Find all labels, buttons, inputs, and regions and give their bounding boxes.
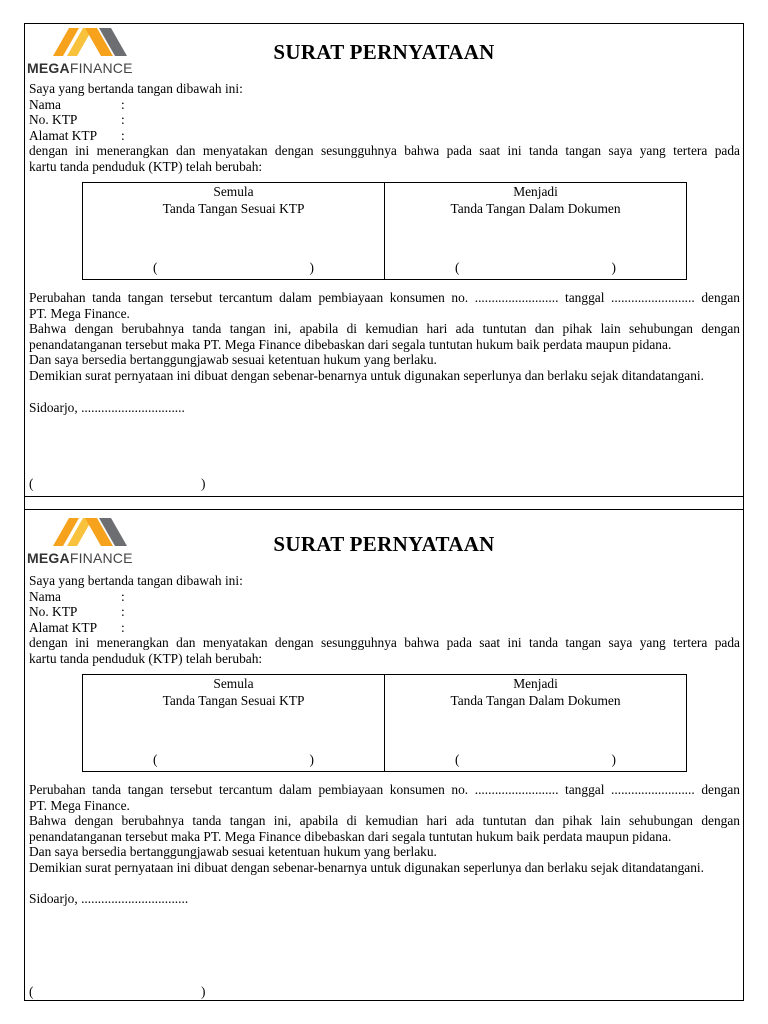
signature-name-bracket <box>83 260 384 276</box>
signature-table <box>82 674 687 772</box>
field-name <box>29 589 740 605</box>
signature-table <box>82 182 687 280</box>
paragraph-1-line-2: PT. Mega Finance. <box>29 305 130 321</box>
paren-close: ) <box>309 260 314 276</box>
cell-header: Semula <box>213 184 254 199</box>
field-ktp <box>29 112 740 128</box>
document-title: SURAT PERNYATAAN <box>273 532 495 556</box>
field-label: No. KTP <box>29 604 78 620</box>
field-address <box>29 620 740 636</box>
paren-close: ) <box>201 984 206 999</box>
field-label: Alamat KTP <box>29 127 98 143</box>
field-ktp <box>29 604 740 620</box>
intro-text: Saya yang bertanda tangan dibawah ini: <box>29 573 243 588</box>
field-label: No. KTP <box>29 112 78 128</box>
field-colon: : <box>121 619 125 635</box>
form-separator <box>24 497 744 509</box>
statement-body <box>29 81 740 175</box>
statement-line-1: dengan ini menerangkan dan menyatakan dengan sesungguhnya bahwa pada saat ini tanda tangan saya yang tertera pada <box>29 635 740 651</box>
signature-cell-original <box>83 675 385 772</box>
paragraph-1-line-2: PT. Mega Finance. <box>29 797 130 813</box>
logo-text-mega: MEGA <box>27 550 70 566</box>
paragraph-2-line-1: Bahwa dengan berubahnya tanda tangan ini, apabila di kemudian hari ada tuntutan dan pihak lain sehubungan dengan <box>29 321 740 337</box>
statement-form-top <box>24 23 744 497</box>
paren-open: ( <box>153 752 158 768</box>
paren-open: ( <box>153 260 158 276</box>
logo-text-finance: FINANCE <box>69 550 133 566</box>
field-colon: : <box>121 112 125 128</box>
cell-header: Semula <box>213 676 254 691</box>
paren-close: ) <box>309 752 314 768</box>
statement-line-1: dengan ini menerangkan dan menyatakan dengan sesungguhnya bahwa pada saat ini tanda tangan saya yang tertera pada <box>29 143 740 159</box>
signer-name-bracket <box>29 476 209 492</box>
cell-subheader: Tanda Tangan Sesuai KTP <box>162 692 305 708</box>
field-colon: : <box>121 96 125 112</box>
signer-name-bracket <box>29 984 209 1000</box>
paragraph-3: Dan saya bersedia bertanggungjawab sesuai ketentuan hukum yang berlaku. <box>29 352 437 368</box>
signature-name-bracket <box>385 260 686 276</box>
statement-paragraphs <box>29 290 740 384</box>
field-label: Alamat KTP <box>29 619 98 635</box>
field-label: Nama <box>29 96 61 112</box>
logo-text-mega: MEGA <box>27 60 70 76</box>
cell-header: Menjadi <box>513 184 558 199</box>
paragraph-4: Demikian surat pernyataan ini dibuat dengan sebenar-benarnya untuk digunakan seperlunya dan berlaku sejak ditandatangani. <box>29 859 704 875</box>
place-date: Sidoarjo, ................................ <box>29 891 189 906</box>
signature-name-bracket <box>83 752 384 768</box>
statement-line-2: kartu tanda penduduk (KTP) telah berubah: <box>29 158 263 174</box>
signature-cell-new <box>385 183 687 280</box>
paragraph-3: Dan saya bersedia bertanggungjawab sesuai ketentuan hukum yang berlaku. <box>29 844 437 860</box>
field-address <box>29 128 740 144</box>
signature-name-bracket <box>385 752 686 768</box>
paren-close: ) <box>201 476 206 491</box>
cell-header: Menjadi <box>513 676 558 691</box>
statement-form-bottom <box>24 509 744 1001</box>
intro-text: Saya yang bertanda tangan dibawah ini: <box>29 81 243 96</box>
statement-body <box>29 573 740 667</box>
signature-cell-new <box>385 675 687 772</box>
paren-open: ( <box>455 752 460 768</box>
cell-subheader: Tanda Tangan Sesuai KTP <box>162 200 305 216</box>
paren-open: ( <box>29 984 34 999</box>
field-colon: : <box>121 604 125 620</box>
paragraph-2-line-2: penandatanganan tersebut maka PT. Mega Finance dibebaskan dari segala tuntutan hukum baik perdata maupun pidana. <box>29 828 672 844</box>
paragraph-1-line-1: Perubahan tanda tangan tersebut tercantum dalam pembiayaan konsumen no. ......................... tanggal ......................... dengan <box>29 782 740 797</box>
paragraph-2-line-2: penandatanganan tersebut maka PT. Mega Finance dibebaskan dari segala tuntutan hukum baik perdata maupun pidana. <box>29 336 672 352</box>
statement-paragraphs <box>29 782 740 876</box>
paren-close: ) <box>611 752 616 768</box>
field-name <box>29 97 740 113</box>
paragraph-1-line-1: Perubahan tanda tangan tersebut tercantum dalam pembiayaan konsumen no. ......................... tanggal ......................... dengan <box>29 290 740 305</box>
paragraph-4: Demikian surat pernyataan ini dibuat dengan sebenar-benarnya untuk digunakan seperlunya dan berlaku sejak ditandatangani. <box>29 367 704 383</box>
field-colon: : <box>121 588 125 604</box>
document-title: SURAT PERNYATAAN <box>273 40 495 64</box>
signature-cell-original <box>83 183 385 280</box>
paragraph-2-line-1: Bahwa dengan berubahnya tanda tangan ini, apabila di kemudian hari ada tuntutan dan pihak lain sehubungan dengan <box>29 813 740 829</box>
statement-line-2: kartu tanda penduduk (KTP) telah berubah: <box>29 650 263 666</box>
cell-subheader: Tanda Tangan Dalam Dokumen <box>450 692 621 708</box>
logo-text-finance: FINANCE <box>69 60 133 76</box>
cell-subheader: Tanda Tangan Dalam Dokumen <box>450 200 621 216</box>
field-colon: : <box>121 127 125 143</box>
paren-open: ( <box>455 260 460 276</box>
paren-close: ) <box>611 260 616 276</box>
paren-open: ( <box>29 476 34 491</box>
place-date: Sidoarjo, ............................... <box>29 400 185 415</box>
field-label: Nama <box>29 588 61 604</box>
